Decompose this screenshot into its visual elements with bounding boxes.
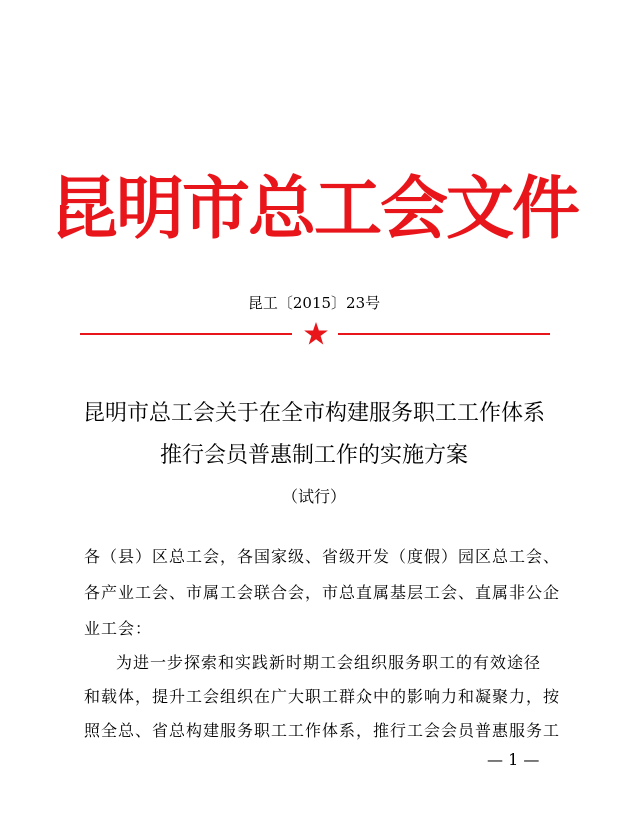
red-separator (80, 321, 550, 347)
page-number: — 1 — (487, 750, 540, 769)
recipients-line-1: 各（县）区总工会，各国家级、省级开发（度假）园区总工会、 (84, 547, 561, 566)
paragraph-line-3: 照全总、省总构建服务职工工作体系，推行工会会员普惠服务工 (84, 721, 561, 740)
document-number: 昆工〔2015〕23号 (247, 294, 381, 312)
star-icon (303, 321, 329, 347)
paragraph-line-1: 为进一步探索和实践新时期工会组织服务职工的有效途径 (116, 653, 542, 672)
document-title-line-1: 昆明市总工会关于在全市构建服务职工工作体系 (82, 401, 545, 426)
recipients-line-3: 业工会： (84, 619, 153, 638)
document-masthead: 昆明市总工会文件 (49, 170, 578, 249)
document-title-line-2: 推行会员普惠制工作的实施方案 (159, 443, 468, 468)
separator-line-left (80, 333, 292, 335)
recipients-line-2: 各产业工会、市属工会联合会，市总直属基层工会、直属非公企 (84, 583, 561, 602)
paragraph-line-2: 和载体，提升工会组织在广大职工群众中的影响力和凝聚力，按 (84, 687, 561, 706)
separator-line-right (338, 333, 550, 335)
document-subtitle: （试行） (281, 487, 346, 506)
